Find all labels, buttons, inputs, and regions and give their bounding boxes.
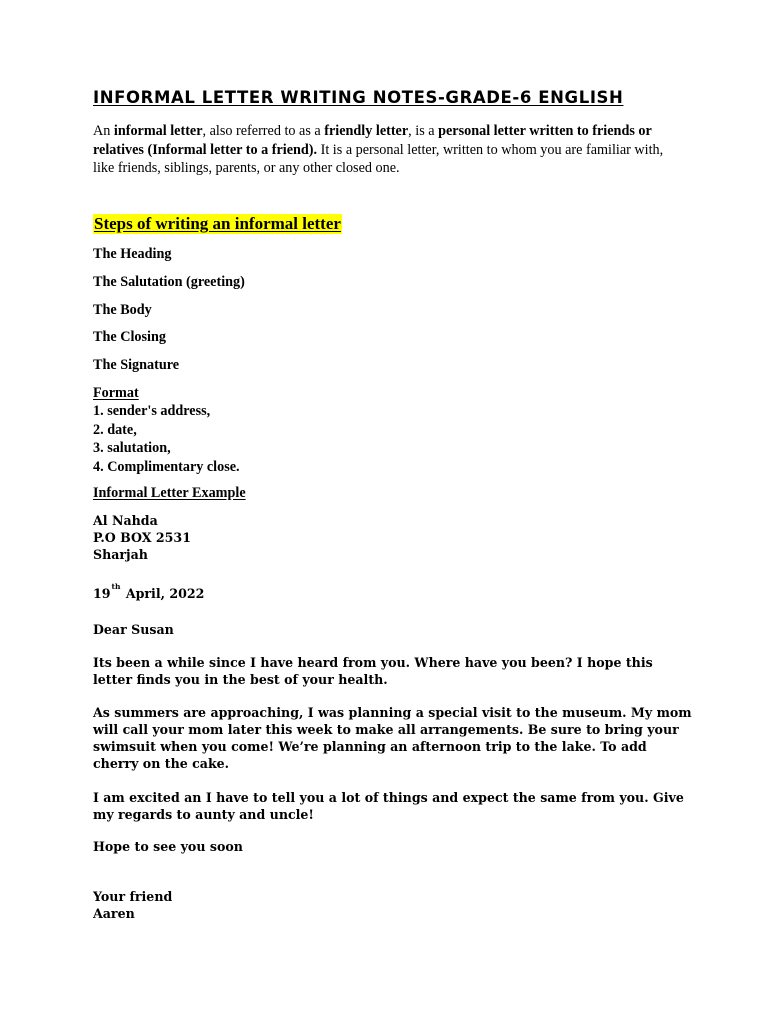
intro-text-3: , is a xyxy=(408,123,439,139)
date-day: 19 xyxy=(93,586,111,601)
format-section xyxy=(93,384,240,476)
step-item: The Signature xyxy=(93,357,180,374)
step-item: The Closing xyxy=(93,329,166,346)
intro-text-4: It is a personal letter, written to whom you are familiar with, like friends, siblings, parents, or any other closed one. xyxy=(93,141,664,176)
letter-salutation: Dear Susan xyxy=(93,622,174,637)
letter-paragraph: As summers are approaching, I was planning a special visit to the museum. My mom will call your mom later this week to make all arrangements. Be sure to bring your swimsuit when you come! We’re planning an afternoon trip to the lake. To add cherry on the cake. xyxy=(93,705,692,771)
intro-text-2: , also referred to as a xyxy=(202,123,325,139)
complimentary-close: Your friend xyxy=(93,889,173,904)
letter-paragraph: I am excited an I have to tell you a lot of things and expect the same from you. Give my regards to aunty and uncle! xyxy=(93,790,684,822)
step-item: The Body xyxy=(93,301,152,318)
sender-address xyxy=(93,512,191,563)
example-heading: Informal Letter Example xyxy=(93,485,246,501)
format-item: 3. salutation, xyxy=(93,440,171,457)
letter-hope-line: Hope to see you soon xyxy=(93,839,243,854)
step-item: The Salutation (greeting) xyxy=(93,273,245,290)
date-month-year: April, 2022 xyxy=(121,586,205,601)
letter-date xyxy=(93,582,205,604)
letter-closing xyxy=(93,888,172,922)
format-item: 4. Complimentary close. xyxy=(93,458,240,475)
letter-paragraph: Its been a while since I have heard from you. Where have you been? I hope this letter finds you in the best of your health. xyxy=(93,655,653,687)
intro-paragraph xyxy=(93,122,683,178)
intro-bold-personal-letter: personal letter written to friends or relatives (Informal letter to a friend). xyxy=(93,123,652,158)
address-line: Al Nahda xyxy=(93,513,158,528)
address-line: Sharjah xyxy=(93,547,148,562)
format-item: 1. sender's address, xyxy=(93,403,211,420)
steps-list xyxy=(93,245,245,384)
format-item: 2. date, xyxy=(93,421,137,438)
format-heading: Format xyxy=(93,385,139,401)
format-list xyxy=(93,402,240,476)
page-title: INFORMAL LETTER WRITING NOTES-GRADE-6 ENGLISH xyxy=(93,88,624,107)
intro-bold-informal-letter: informal letter xyxy=(113,123,203,139)
intro-bold-friendly-letter: friendly letter xyxy=(324,123,409,139)
step-item: The Heading xyxy=(93,246,172,262)
intro-text-1: An xyxy=(93,123,114,139)
signature: Aaren xyxy=(93,906,135,921)
steps-heading: Steps of writing an informal letter xyxy=(94,214,341,233)
address-line: P.O BOX 2531 xyxy=(93,530,191,545)
date-suffix: th xyxy=(111,582,121,591)
